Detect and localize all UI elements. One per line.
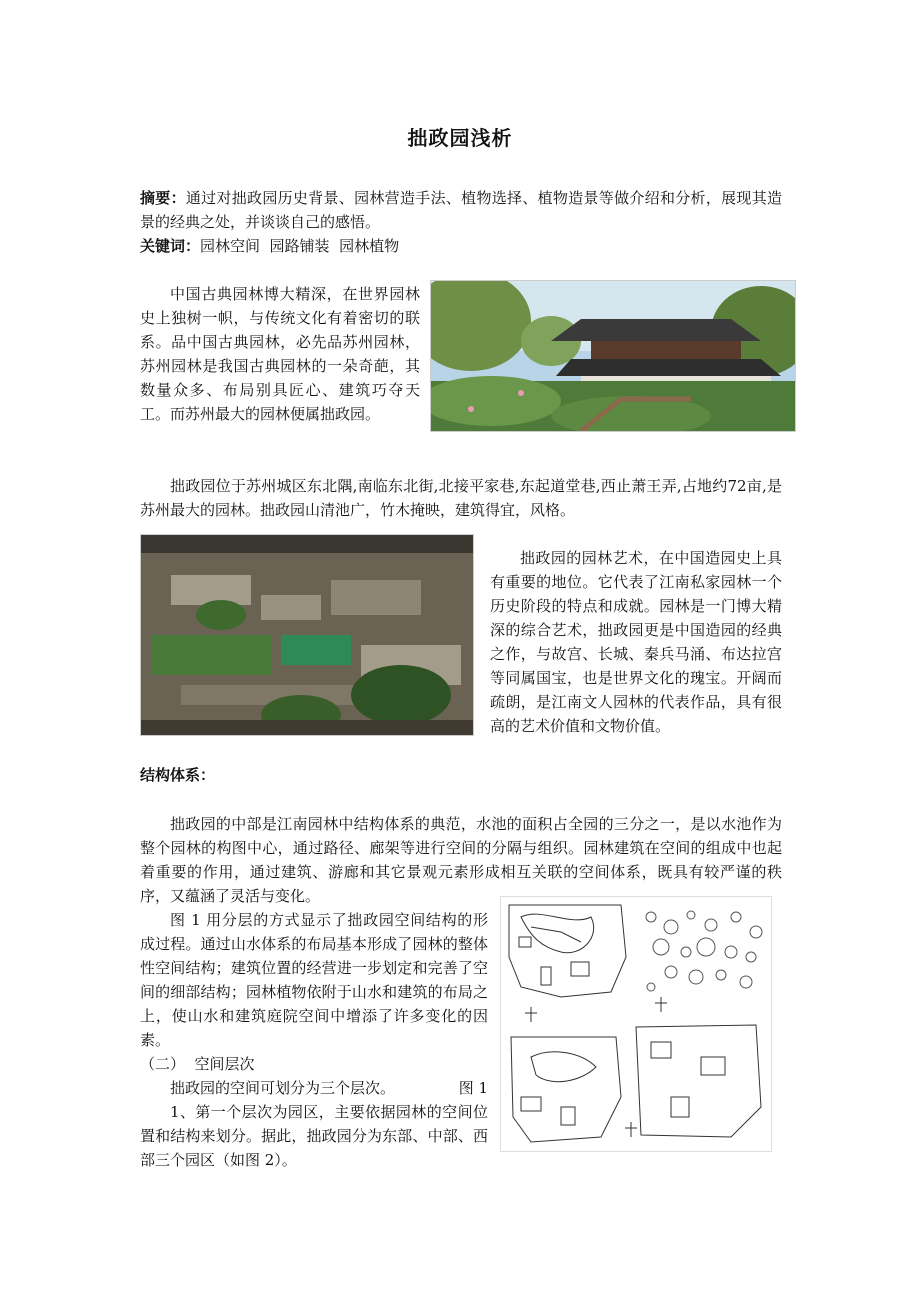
plan-diagram — [500, 896, 772, 1152]
keywords-text: 园林空间 园路铺装 园林植物 — [200, 237, 400, 255]
abstract-text: 通过对拙政园历史背景、园林营造手法、植物选择、植物造景等做介绍和分析，展现其造景的经典之处，并谈谈自己的感悟。 — [140, 189, 782, 231]
levels-text: 拙政园的空间可划分为三个层次。 — [170, 1079, 396, 1097]
section-heading: 结构体系： — [140, 766, 216, 784]
subheading — [140, 1052, 488, 1076]
levels-paragraph — [140, 1076, 488, 1100]
pavilion-photo — [430, 280, 796, 432]
intro-paragraph — [140, 282, 420, 426]
page-title: 拙政园浅析 — [407, 126, 513, 150]
zone-text: 1、第一个层次为园区，主要依据园林的空间位置和结构来划分。据此，拙政园分为东部、中部、西部三个园区（如图 2）。 — [140, 1103, 488, 1169]
abstract — [140, 186, 782, 234]
keywords — [140, 234, 782, 258]
structure-paragraph — [140, 812, 782, 908]
keywords-label: 关键词： — [140, 237, 201, 255]
location-paragraph — [140, 474, 782, 522]
garden-model-photo — [140, 534, 474, 736]
art-text: 拙政园的园林艺术，在中国造园史上具有重要的地位。它代表了江南私家园林一个历史阶段的特点和成就。园林是一门博大精深的综合艺术，拙政园更是中国造园的经典之作，与故宫、长城、秦兵马涌、布达拉宫等同属国宝，也是世界文化的瑰宝。开阔而疏朗，是江南文人园林的代表作品，具有很高的艺术价值和文物价值。 — [490, 549, 782, 735]
figure-paragraph — [140, 908, 488, 1052]
structure-text: 拙政园的中部是江南园林中结构体系的典范，水池的面积占全园的三分之一，是以水池作为整个园林的构图中心，通过路径、廊架等进行空间的分隔与组织。园林建筑在空间的组成中也起着重要的作用，通过建筑、游廊和其它景观元素形成相互关联的空间体系，既具有较严谨的秩序，又蕴涵了灵活与变化。 — [140, 815, 782, 905]
intro-text: 中国古典园林博大精深，在世界园林史上独树一帜，与传统文化有着密切的联系。品中国古典园林，必先品苏州园林，苏州园林是我国古典园林的一朵奇葩，其数量众多、布局别具匠心、建筑巧夺天工。而苏州最大的园林便属拙政园。 — [140, 285, 420, 423]
figure-label: 图 1 — [458, 1079, 488, 1097]
figure-text: 图 1 用分层的方式显示了拙政园空间结构的形成过程。通过山水体系的布局基本形成了园林的整体性空间结构；建筑位置的经营进一步划定和完善了空间的细部结构；园林植物依附于山水和建筑的布局之上，使山水和建筑庭院空间中增添了许多变化的因素。 — [140, 911, 488, 1049]
location-text: 拙政园位于苏州城区东北隅,南临东北街,北接平家巷,东起道堂巷,西止萧王弄,占地约72亩,是苏州最大的园林。拙政园山清池广，竹木掩映，建筑得宜，风格。 — [140, 477, 782, 519]
abstract-label: 摘要： — [140, 189, 186, 207]
subheading-text: （二） 空间层次 — [140, 1055, 255, 1073]
art-paragraph — [490, 546, 782, 738]
zone-paragraph — [140, 1100, 488, 1172]
